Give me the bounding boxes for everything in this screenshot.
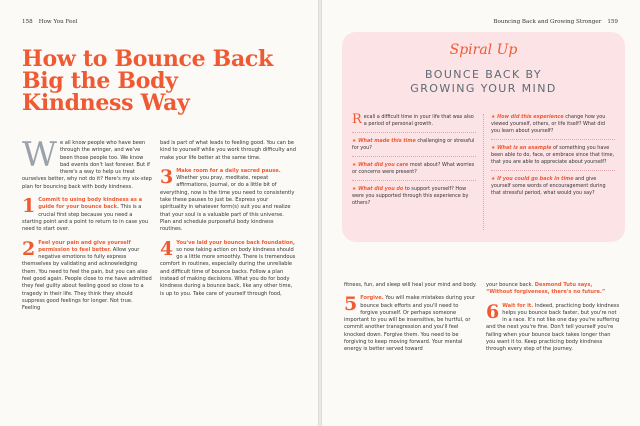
step-2-number: 2 xyxy=(22,239,36,260)
running-head-left-text: How You Feel xyxy=(38,19,78,25)
step-6-text: Indeed, practicing body kindness helps you bounce back faster, but you're not in a race. It's not like one day you're suffering and the next you're fine. Don't tell yourself you're failing when your bounce back takes longer than you want it to. Keep practicing body kindness through every step of the journey. xyxy=(486,302,620,353)
sidebar-question xyxy=(352,114,476,133)
sidebar-question-text: of something you have been able to do, face, or embrace since that time, that you are able to appreciate about yourself? xyxy=(491,145,615,165)
sidebar-question xyxy=(352,138,476,157)
step-4-text: so now taking action on body kindness should go a little more smoothly. There is tremendous comfort in routines, especially during the unreliable and difficult time of bounce backs. Follow a plan instead of making decisions. What you do for body kindness during a bounce back, like any other time, is up to you. Take care of yourself through food, xyxy=(160,246,296,297)
step-5 xyxy=(344,295,477,353)
page-number-left: 158 xyxy=(22,19,33,25)
step-3 xyxy=(160,168,296,234)
sidebar-question xyxy=(491,176,615,201)
sidebar-subtitle-line-1: BOUNCE BACK BY xyxy=(425,68,542,81)
intro-dropcap: W xyxy=(22,135,57,175)
step-3-number: 3 xyxy=(160,167,174,188)
sidebar-right-questions xyxy=(491,114,615,206)
step-4-number: 4 xyxy=(160,239,174,260)
left-column-2 xyxy=(160,140,296,304)
sidebar-question xyxy=(352,186,476,211)
step-5-number: 5 xyxy=(344,295,358,316)
step-3-text: Whether you pray, meditate, repeat affirmations, journal, or do a little bit of everything, now is the time you need to consistently take these pauses to just be. Express your spirituality in whatever form(s) suit you and realize that your soul is a valuable part of this universe. Plan and schedule purposeful body kindness routines. xyxy=(160,175,295,233)
step-1 xyxy=(22,197,152,233)
sidebar-question-lead: ★ What made this time xyxy=(352,138,416,144)
left-running-head xyxy=(22,19,77,25)
page-number-right: 159 xyxy=(607,19,618,25)
right-page xyxy=(322,0,640,426)
spiral-up-sidebar xyxy=(342,32,625,242)
column-2-continuation: bad is part of what leads to feeling good. You can be kind to yourself while you work through difficulty and make your life better at the same time. xyxy=(160,140,297,161)
step-6 xyxy=(486,303,620,354)
column-1-continuation: fitness, fun, and sleep will heal your mind and body. xyxy=(344,282,477,288)
step-2-heading: Feel your pain and give yourself permission to feel better. xyxy=(38,239,131,253)
sidebar-dropcap: R xyxy=(352,112,362,127)
step-3-heading: Make room for a daily sacred pause. xyxy=(176,167,281,174)
sidebar-question-text: ecall a difficult time in your life that was also a period of personal growth. xyxy=(363,114,474,127)
right-column-1 xyxy=(344,282,477,360)
intro-text: e all know people who have been through the wringer, and we've been those people too. We know bad events don't last forever. But if there's a way to help us treat ourselves better, why not do it? Here's my six-step plan for bouncing back with body kindness. xyxy=(22,140,152,190)
right-running-head xyxy=(493,19,618,25)
sidebar-question-lead: ★ What did you do xyxy=(352,186,404,192)
step-1-number: 1 xyxy=(22,197,36,218)
sidebar-question xyxy=(491,145,615,171)
step-2 xyxy=(22,240,152,313)
sidebar-question-text: challenging or stressful for you? xyxy=(352,138,475,151)
sidebar-question-lead: ★ How did this experience xyxy=(491,114,564,120)
step-1-text: This is a crucial first step because you need a starting point and a point to return to in case you need to start over. xyxy=(22,204,149,233)
sidebar-question-text: most about? What worries or concerns were present? xyxy=(352,162,475,175)
left-page xyxy=(0,0,318,426)
step-6-number: 6 xyxy=(486,302,500,323)
sidebar-subtitle xyxy=(342,68,625,96)
step-2-text: Allow your negative emotions to fully express themselves by validating and acknowledging them. You need to feel the pain, but you can also feel good again. People close to me have admitted they feel guilty about feeling good so close to a tragedy in their life. They think they should suppress good feelings for longer. Not true. Feeling xyxy=(22,246,152,312)
sidebar-title: Spiral Up xyxy=(449,42,518,58)
step-4 xyxy=(160,240,296,298)
sidebar-question-text: and give yourself some words of encouragement during that stressful period, what would you say? xyxy=(491,176,606,196)
sidebar-question xyxy=(491,114,615,140)
right-column-2 xyxy=(486,282,620,360)
page-title: How to Bounce Back Big the Body Kindness Way xyxy=(22,46,273,116)
sidebar-left-questions xyxy=(352,114,476,216)
step-5-text: You will make mistakes during your bounce back efforts and you'll need to forgive yourself. Or perhaps someone important to you will be insensitive, be hurtful, or commit another transgression and you'll feel knocked down. Forgive them. You need to be forgiving to keep moving forward. Your mental energy is better served toward xyxy=(344,295,476,353)
tutu-quote: Desmond Tutu says, “Without forgiveness, there's no future.” xyxy=(486,282,606,296)
sidebar-question-lead: ★ What did you care xyxy=(352,162,409,168)
sidebar-question-lead: ★ If you could go back in time xyxy=(491,176,574,182)
step-4-heading: You've laid your bounce back foundation, xyxy=(176,239,295,246)
sidebar-question-text: to support yourself? How were you supported through this experience by others? xyxy=(352,186,469,206)
column-2-continuation xyxy=(486,282,620,297)
left-column-1 xyxy=(22,135,152,319)
sidebar-subtitle-line-2: GROWING YOUR MIND xyxy=(410,82,557,95)
step-6-heading: Wait for it. xyxy=(502,302,534,309)
step-1-heading: Commit to using body kindness as a guide for your bounce back. xyxy=(38,197,143,211)
running-head-right-text: Bouncing Back and Growing Stronger xyxy=(493,19,602,25)
step-5-heading: Forgive. xyxy=(360,295,384,302)
sidebar-divider xyxy=(483,114,484,230)
column-2-text: your bounce back. xyxy=(486,282,535,288)
sidebar-question xyxy=(352,162,476,181)
sidebar-question-text: change how you viewed yourself, others, or life itself? What did you learn about yourself? xyxy=(491,114,606,134)
intro-paragraph xyxy=(22,135,152,191)
sidebar-question-lead: ★ What is an example xyxy=(491,145,552,151)
